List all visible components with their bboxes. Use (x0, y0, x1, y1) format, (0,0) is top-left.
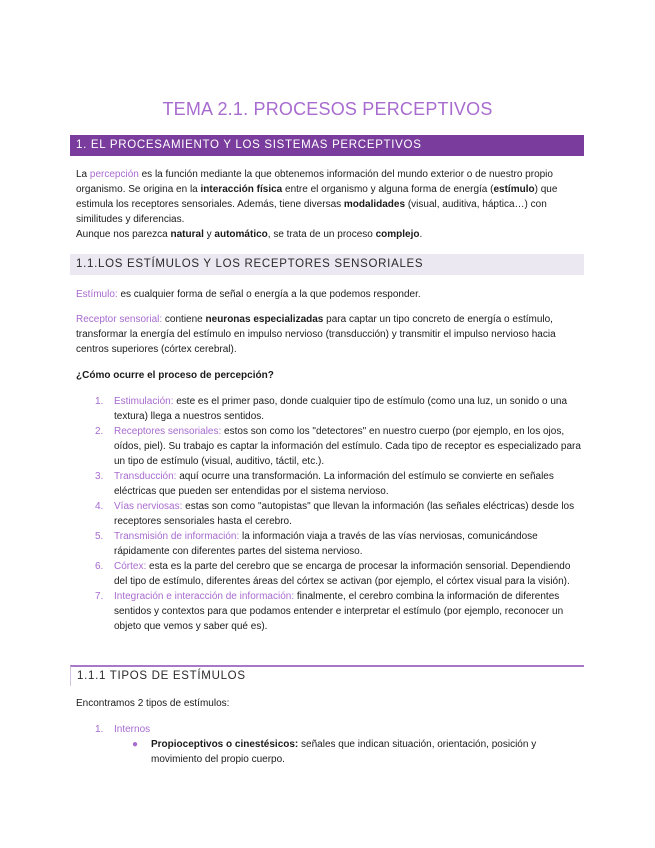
bullet-icon: ● (132, 739, 139, 750)
sub-list-item-propioceptivos: ● Propioceptivos o cinestésicos: señales que indican situación, orientación, posición y movimiento del propio cuerpo. (132, 739, 537, 765)
definition-receptor: Receptor sensorial: contiene neuronas especializadas para captar un tipo concreto de energía o estímulo, transformar la energía del estímulo en impulso nervioso (transducción) y transmitir el impulso nervioso hacia centros superiores (córtex cerebral). (76, 314, 556, 355)
definition-estimulo: Estímulo: es cualquier forma de señal o energía a la que podemos responder. (76, 289, 421, 300)
section-heading-1-1-1: 1.1.1 TIPOS DE ESTÍMULOS (70, 665, 584, 686)
list-item: 3. Transducción: aquí ocurre una transformación. La información del estímulo se convierte en señales eléctricas que pueden ser entendidas por el sistema nervioso. (95, 471, 554, 497)
list-item: 6. Córtex: esta es la parte del cerebro que se encarga de procesar la información sensorial. Dependiendo del tipo de estímulo, diferentes áreas del córtex se activan (por ejemplo, el córtex visual para la visión). (95, 561, 571, 587)
paragraph-tipos-intro: Encontramos 2 tipos de estímulos: (76, 698, 230, 709)
type-internos: 1. Internos (95, 724, 151, 735)
term-percepcion: percepción (89, 169, 139, 180)
paragraph-percepcion: La percepción es la función mediante la que obtenemos información del mundo exterior o de nuestro propio organismo. Se origina en la interacción física entre el organismo y alguna forma de energía (estímulo) que estimula los receptores sensoriales. Además, tiene diversas modalidades (visual, auditiva, háptica…) con similitudes y diferencias. (76, 169, 558, 225)
process-steps-list (76, 394, 581, 634)
section-heading-1: 1. EL PROCESAMIENTO Y LOS SISTEMAS PERCEPTIVOS (70, 135, 584, 156)
list-item: 2. Receptores sensoriales: estos son como los "detectores" en nuestro cuerpo (por ejemplo, en los ojos, oídos, piel). Su trabajo es captar la información del estímulo. Cada tipo de receptor es especializado para un tipo de estímulo (visual, auditivo, táctil, etc.). (95, 426, 581, 467)
list-item: 5. Transmisión de información: la información viaja a través de las vías nerviosas, comunicándose rápidamente con diferentes partes del sistema nervioso. (95, 531, 538, 557)
list-item: 4. Vías nerviosas: estas son como "autopistas" que llevan la información (las señales eléctricas) desde los receptores sensoriales hasta el cerebro. (95, 501, 575, 527)
list-item: 1. Estimulación: este es el primer paso, donde cualquier tipo de estímulo (como una luz, un sonido o una textura) llega a nuestros sentidos. (95, 396, 568, 422)
page-title: TEMA 2.1. PROCESOS PERCEPTIVOS (162, 99, 493, 119)
question-heading: ¿Cómo ocurre el proceso de percepción? (76, 370, 274, 381)
section-heading-1-1: 1.1.LOS ESTÍMULOS Y LOS RECEPTORES SENSORIALES (70, 254, 584, 275)
list-item: 7. Integración e interacción de información: finalmente, el cerebro combina la información de diferentes sentidos y contextos para que podamos entender e interpretar el estímulo (por ejemplo, reconocer un objeto que vemos y saber qué es). (95, 591, 564, 632)
paragraph-complejo: Aunque nos parezca natural y automático, se trata de un proceso complejo. (76, 229, 423, 240)
